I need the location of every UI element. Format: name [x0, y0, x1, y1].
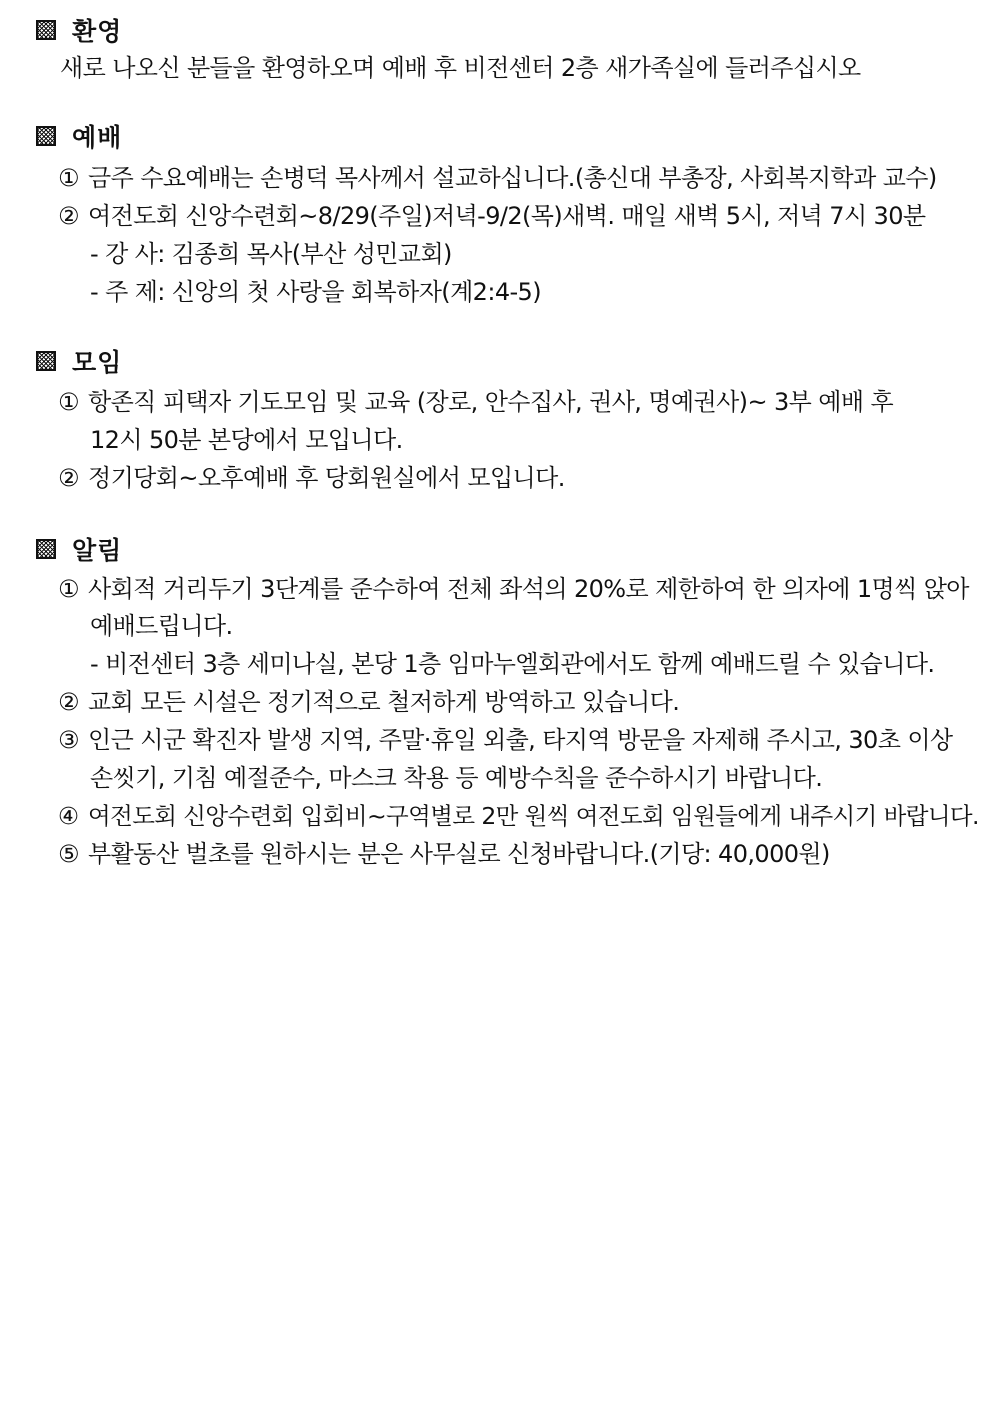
- sub-item: - 강 사: 김종희 목사(부산 성민교회): [90, 240, 452, 268]
- list-item: [58, 723, 953, 757]
- welcome-text: 새로 나오신 분들을 환영하오며 예배 후 비전센터 2층 새가족실에 들러주십시오: [60, 54, 861, 82]
- item-number: ①: [58, 388, 79, 416]
- item-text: 금주 수요예배는 손병덕 목사께서 설교하십니다.(총신대 부총장, 사회복지학과 교수): [88, 164, 937, 192]
- square-bullet-icon: [36, 539, 56, 559]
- heading-text: 모임: [72, 348, 123, 377]
- sub-item: - 주 제: 신앙의 첫 사랑을 회복하자(계2:4-5): [90, 278, 541, 306]
- item-number: ④: [58, 802, 79, 830]
- heading-text: 예배: [72, 123, 123, 152]
- list-item: [58, 837, 830, 871]
- square-bullet-icon: [36, 20, 56, 40]
- heading-text: 알림: [72, 536, 123, 565]
- section-heading-meeting: [36, 344, 122, 378]
- item-text: 정기당회~오후예배 후 당회원실에서 모입니다.: [88, 464, 565, 492]
- item-number: ②: [58, 464, 79, 492]
- item-text: 여전도회 신앙수련회 입회비~구역별로 2만 원씩 여전도회 임원들에게 내주시기 바랍니다.: [88, 802, 979, 830]
- square-bullet-icon: [36, 351, 56, 371]
- list-item: [58, 385, 893, 419]
- list-item: [58, 199, 925, 233]
- item-text: 항존직 피택자 기도모임 및 교육 (장로, 안수집사, 권사, 명예권사)~ 3부 예배 후: [88, 388, 894, 416]
- section-heading-notice: [36, 532, 122, 566]
- item-text: 여전도회 신앙수련회~8/29(주일)저녁-9/2(목)새벽. 매일 새벽 5시, 저녁 7시 30분: [88, 202, 926, 230]
- list-item: [58, 161, 937, 195]
- item-number: ①: [58, 575, 79, 603]
- section-heading-welcome: [36, 13, 122, 47]
- list-item: [58, 799, 979, 833]
- item-text: 부활동산 벌초를 원하시는 분은 사무실로 신청바랍니다.(기당: 40,000원): [88, 840, 830, 868]
- item-number: ②: [58, 688, 79, 716]
- item-number: ③: [58, 726, 79, 754]
- list-item: [58, 461, 565, 495]
- item-number: ⑤: [58, 840, 79, 868]
- list-item: [58, 685, 679, 719]
- item-text: 교회 모든 시설은 정기적으로 철저하게 방역하고 있습니다.: [88, 688, 680, 716]
- heading-text: 환영: [72, 17, 123, 46]
- item-text: 인근 시군 확진자 발생 지역, 주말·휴일 외출, 타지역 방문을 자제해 주시고, 30초 이상: [88, 726, 953, 754]
- item-text: 사회적 거리두기 3단계를 준수하여 전체 좌석의 20%로 제한하여 한 의자에 1명씩 앉아: [88, 575, 969, 603]
- square-bullet-icon: [36, 126, 56, 146]
- list-item: [58, 572, 969, 606]
- item-number: ①: [58, 164, 79, 192]
- item-continuation: 손씻기, 기침 예절준수, 마스크 착용 등 예방수칙을 준수하시기 바랍니다.: [90, 764, 823, 792]
- sub-item: - 비전센터 3층 세미나실, 본당 1층 임마누엘회관에서도 함께 예배드릴 수 있습니다.: [90, 650, 935, 678]
- item-continuation: 예배드립니다.: [90, 612, 233, 640]
- item-continuation: 12시 50분 본당에서 모입니다.: [90, 426, 403, 454]
- section-heading-worship: [36, 119, 122, 153]
- item-number: ②: [58, 202, 79, 230]
